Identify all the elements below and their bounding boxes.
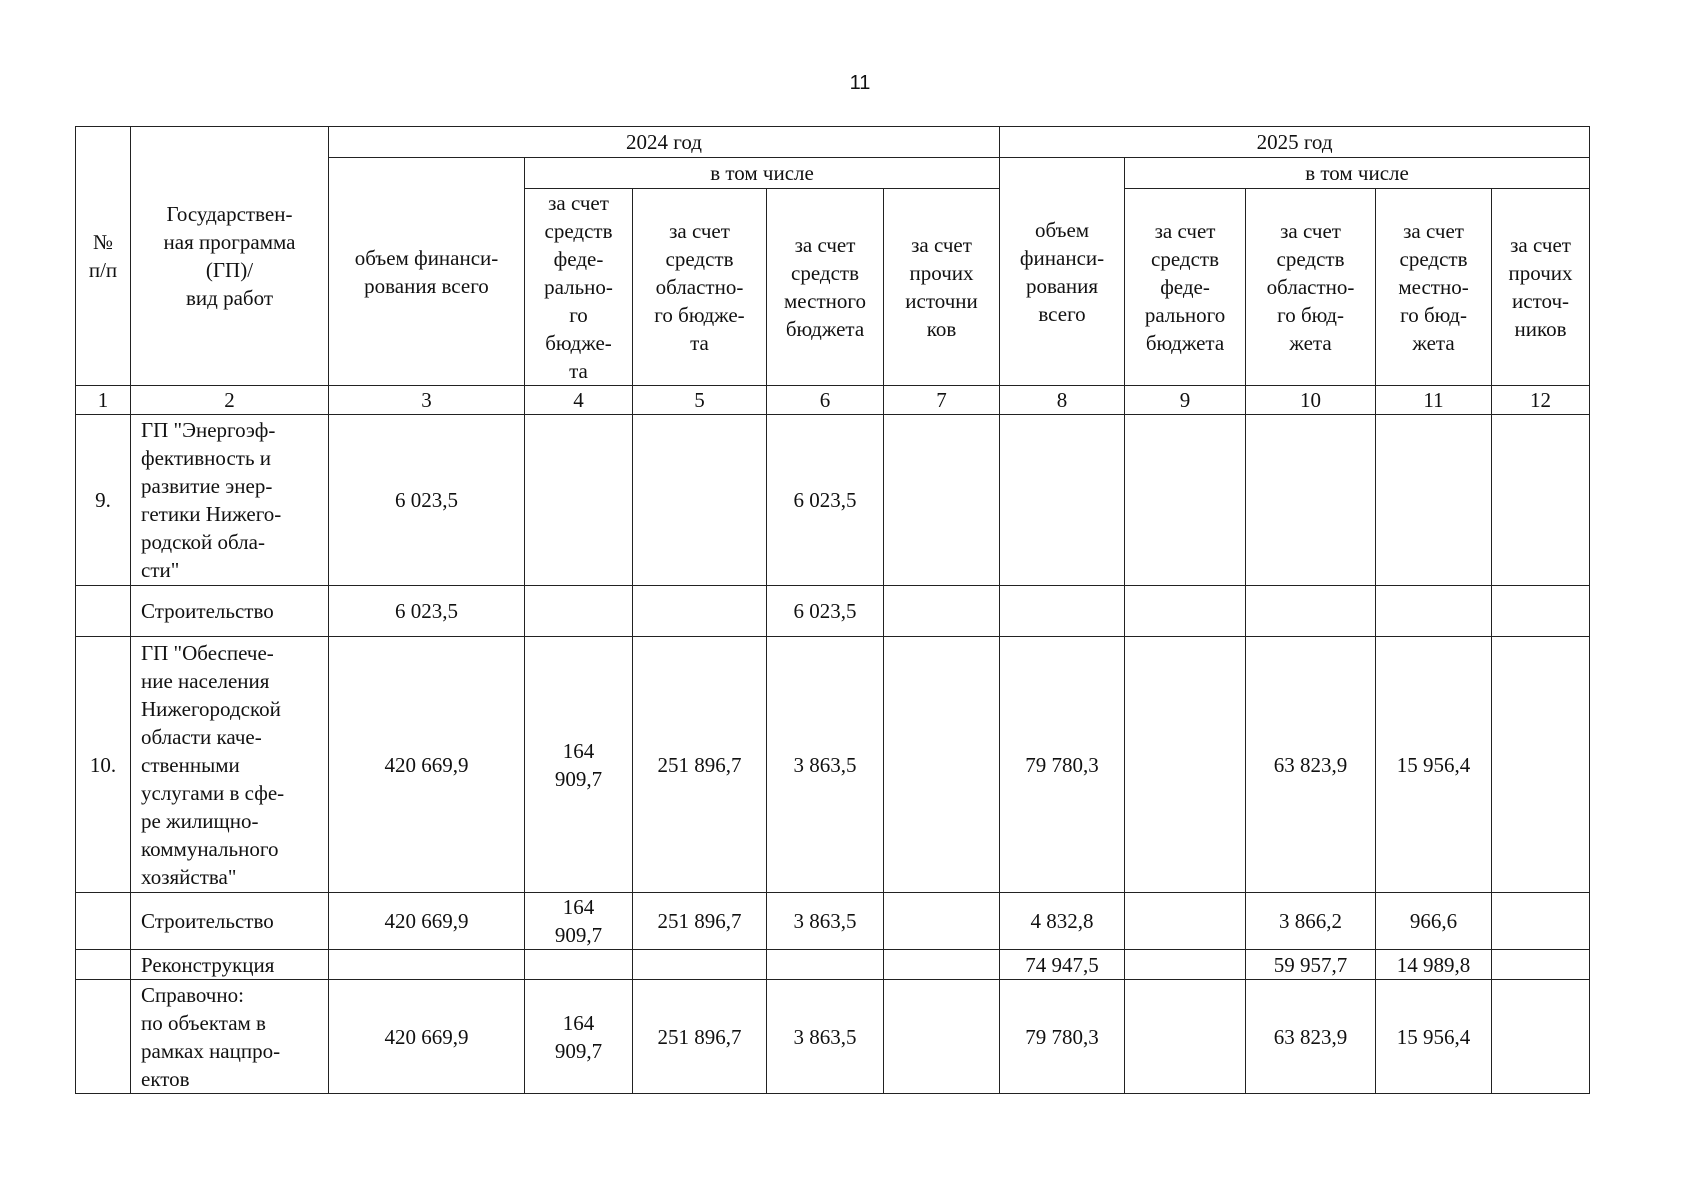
- column-number: 4: [525, 386, 633, 415]
- header-2024-local: за счет средств местного бюджета: [767, 189, 884, 386]
- cell-2025-federal: [1125, 586, 1246, 637]
- cell-2024-regional: 251 896,7: [633, 980, 767, 1094]
- header-2025-regional: за счет средств областно- го бюд- жета: [1246, 189, 1376, 386]
- cell-2024-total: 6 023,5: [329, 586, 525, 637]
- cell-2024-other: [884, 637, 1000, 893]
- row-name: Справочно: по объектам в рамках нацпро- ектов: [131, 980, 329, 1094]
- table-row: [76, 950, 1590, 980]
- header-year-2024: 2024 год: [329, 127, 1000, 158]
- header-2025-total: объем финанси- рования всего: [1000, 158, 1125, 386]
- header-2024-other: за счет прочих источни ков: [884, 189, 1000, 386]
- cell-2025-total: 79 780,3: [1000, 637, 1125, 893]
- row-number: [76, 893, 131, 950]
- cell-2024-local: [767, 950, 884, 980]
- header-2024-total: объем финанси- рования всего: [329, 158, 525, 386]
- cell-2024-local: 6 023,5: [767, 586, 884, 637]
- cell-2024-federal: [525, 586, 633, 637]
- cell-2025-other: [1492, 980, 1590, 1094]
- column-number: 7: [884, 386, 1000, 415]
- page-number: 11: [849, 72, 871, 94]
- cell-2025-federal: [1125, 950, 1246, 980]
- row-name: ГП "Обеспече- ние населения Нижегородской области каче- ственными услугами в сфе- ре жилищно- коммунального хозяйства": [131, 637, 329, 893]
- cell-2025-federal: [1125, 980, 1246, 1094]
- cell-2024-other: [884, 586, 1000, 637]
- cell-2024-federal: 164 909,7: [525, 980, 633, 1094]
- cell-2025-local: [1376, 415, 1492, 586]
- cell-2025-federal: [1125, 893, 1246, 950]
- header-2025-including: в том числе: [1125, 158, 1590, 189]
- column-number: 9: [1125, 386, 1246, 415]
- row-name: Реконструкция: [131, 950, 329, 980]
- header-2024-including: в том числе: [525, 158, 1000, 189]
- cell-2024-regional: 251 896,7: [633, 893, 767, 950]
- cell-2025-regional: 59 957,7: [1246, 950, 1376, 980]
- cell-2025-regional: [1246, 415, 1376, 586]
- table-row: [76, 637, 1590, 893]
- row-name: ГП "Энергоэф- фективность и развитие энер- гетики Нижего- родской обла- сти": [131, 415, 329, 586]
- cell-2024-federal: 164 909,7: [525, 637, 633, 893]
- row-number: 10.: [76, 637, 131, 893]
- cell-2024-local: 6 023,5: [767, 415, 884, 586]
- cell-2024-regional: [633, 415, 767, 586]
- column-number: 10: [1246, 386, 1376, 415]
- header-year-2025: 2025 год: [1000, 127, 1590, 158]
- cell-2025-federal: [1125, 415, 1246, 586]
- cell-2024-total: 6 023,5: [329, 415, 525, 586]
- cell-2025-regional: 63 823,9: [1246, 980, 1376, 1094]
- row-name: Строительство: [131, 586, 329, 637]
- table-row: [76, 415, 1590, 586]
- column-number: 11: [1376, 386, 1492, 415]
- cell-2025-other: [1492, 637, 1590, 893]
- cell-2024-regional: [633, 586, 767, 637]
- table-row: [76, 893, 1590, 950]
- header-2025-federal: за счет средств феде- рального бюджета: [1125, 189, 1246, 386]
- row-number: 9.: [76, 415, 131, 586]
- cell-2024-local: 3 863,5: [767, 637, 884, 893]
- cell-2024-total: [329, 950, 525, 980]
- cell-2025-local: 15 956,4: [1376, 980, 1492, 1094]
- cell-2025-regional: [1246, 586, 1376, 637]
- column-number: 8: [1000, 386, 1125, 415]
- cell-2025-total: 4 832,8: [1000, 893, 1125, 950]
- cell-2024-local: 3 863,5: [767, 893, 884, 950]
- header-program: Государствен- ная программа (ГП)/ вид работ: [131, 127, 329, 386]
- header-2024-regional: за счет средств областно- го бюдже- та: [633, 189, 767, 386]
- row-number: [76, 950, 131, 980]
- cell-2024-other: [884, 893, 1000, 950]
- row-name: Строительство: [131, 893, 329, 950]
- table-row: [76, 586, 1590, 637]
- column-number: 5: [633, 386, 767, 415]
- column-number-row: [76, 386, 1590, 415]
- header-2025-other: за счет прочих источ- ников: [1492, 189, 1590, 386]
- cell-2025-total: 79 780,3: [1000, 980, 1125, 1094]
- cell-2025-local: [1376, 586, 1492, 637]
- header-number: № п/п: [76, 127, 131, 386]
- cell-2025-regional: 63 823,9: [1246, 637, 1376, 893]
- cell-2024-regional: 251 896,7: [633, 637, 767, 893]
- cell-2024-other: [884, 415, 1000, 586]
- cell-2025-local: 966,6: [1376, 893, 1492, 950]
- cell-2024-regional: [633, 950, 767, 980]
- column-number: 1: [76, 386, 131, 415]
- cell-2024-total: 420 669,9: [329, 893, 525, 950]
- column-number: 3: [329, 386, 525, 415]
- cell-2025-local: 15 956,4: [1376, 637, 1492, 893]
- cell-2025-other: [1492, 415, 1590, 586]
- cell-2025-federal: [1125, 637, 1246, 893]
- cell-2025-regional: 3 866,2: [1246, 893, 1376, 950]
- header-2024-federal: за счет средств феде- рально- го бюдже- та: [525, 189, 633, 386]
- cell-2024-total: 420 669,9: [329, 637, 525, 893]
- cell-2025-total: [1000, 415, 1125, 586]
- column-number: 6: [767, 386, 884, 415]
- cell-2024-other: [884, 980, 1000, 1094]
- cell-2025-other: [1492, 586, 1590, 637]
- cell-2024-other: [884, 950, 1000, 980]
- cell-2025-local: 14 989,8: [1376, 950, 1492, 980]
- cell-2025-other: [1492, 893, 1590, 950]
- table-row: [76, 980, 1590, 1094]
- cell-2025-total: [1000, 586, 1125, 637]
- cell-2024-total: 420 669,9: [329, 980, 525, 1094]
- row-number: [76, 586, 131, 637]
- cell-2024-federal: [525, 950, 633, 980]
- cell-2025-total: 74 947,5: [1000, 950, 1125, 980]
- column-number: 12: [1492, 386, 1590, 415]
- row-number: [76, 980, 131, 1094]
- cell-2024-local: 3 863,5: [767, 980, 884, 1094]
- column-number: 2: [131, 386, 329, 415]
- cell-2024-federal: [525, 415, 633, 586]
- cell-2024-federal: 164 909,7: [525, 893, 633, 950]
- cell-2025-other: [1492, 950, 1590, 980]
- header-2025-local: за счет средств местно- го бюд- жета: [1376, 189, 1492, 386]
- financing-table: [75, 126, 1590, 1094]
